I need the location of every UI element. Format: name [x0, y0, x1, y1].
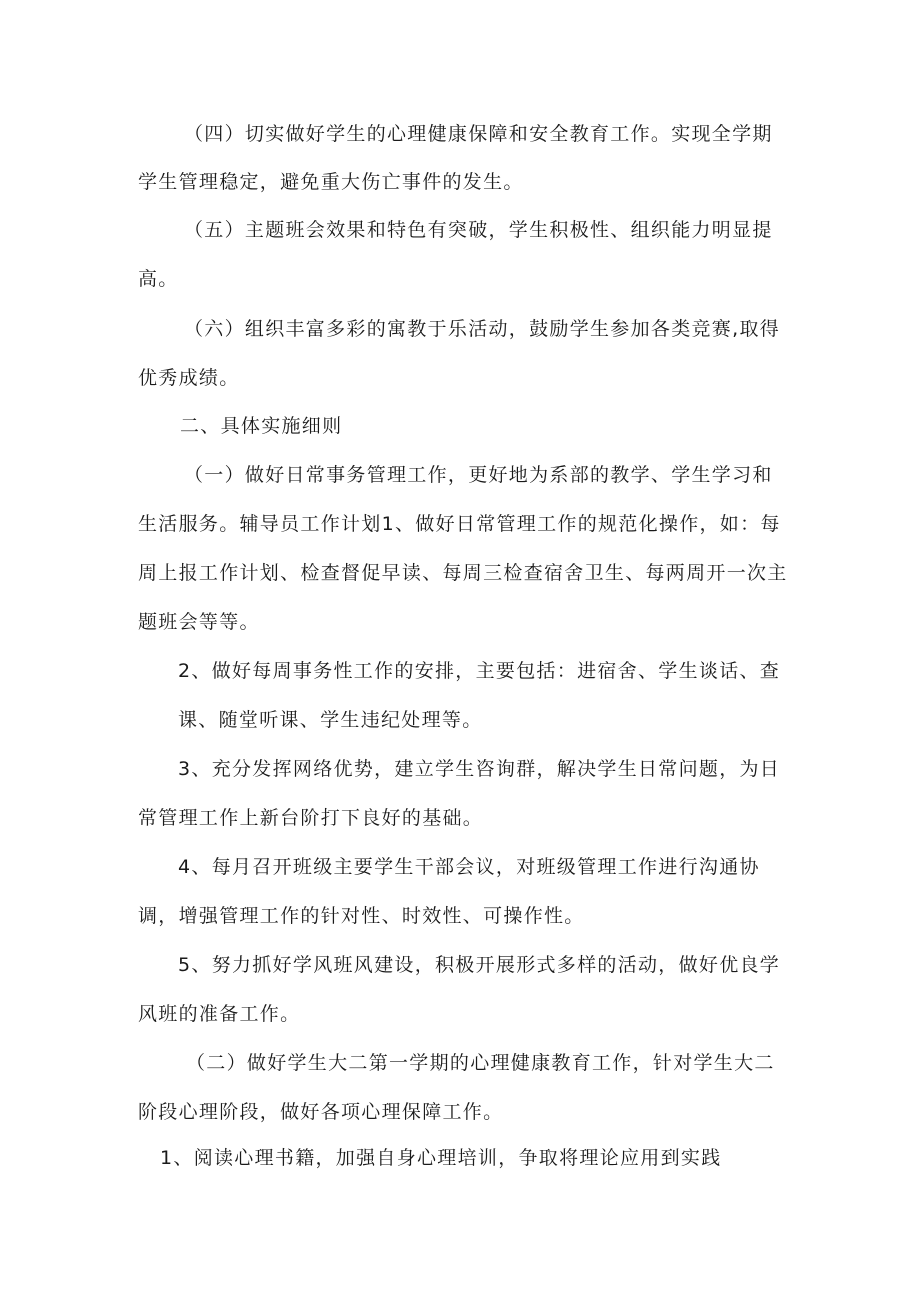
text-line: （六）组织丰富多彩的寓教于乐活动，鼓励学生参加各类竞赛,取得: [184, 318, 781, 340]
text-line: 阶段心理阶段，做好各项心理保障工作。: [138, 1101, 504, 1123]
text-line: 常管理工作上新台阶打下良好的基础。: [138, 807, 484, 829]
text-line: 3、充分发挥网络优势，建立学生咨询群，解决学生日常问题，为日: [178, 758, 781, 780]
text-line: （四）切实做好学生的心理健康保障和安全教育工作。实现全学期: [184, 123, 773, 145]
text-line: 5、努力抓好学风班风建设，积极开展形式多样的活动，做好优良学: [178, 954, 781, 976]
text-line: 2、做好每周事务性工作的安排，主要包括：进宿舍、学生谈话、查: [178, 660, 781, 682]
text-line: 优秀成绩。: [138, 367, 240, 389]
text-line: 课、随堂听课、学生违纪处理等。: [178, 709, 483, 731]
text-line: 高。: [138, 268, 179, 290]
text-line: 周上报工作计划、检查督促早读、每周三检查宿舍卫生、每两周开一次主: [138, 562, 788, 584]
text-line: 学生管理稳定，避免重大伤亡事件的发生。: [138, 171, 524, 193]
text-line: 1、阅读心理书籍，加强自身心理培训，争取将理论应用到实践: [160, 1147, 722, 1169]
section-heading: 二、具体实施细则: [180, 415, 343, 437]
text-line: （二）做好学生大二第一学期的心理健康教育工作，针对学生大二: [186, 1052, 775, 1074]
text-line: 4、每月召开班级主要学生干部会议，对班级管理工作进行沟通协: [178, 856, 760, 878]
text-line: 题班会等等。: [138, 611, 260, 633]
text-line: 风班的准备工作。: [138, 1003, 301, 1025]
text-line: （一）做好日常事务管理工作，更好地为系部的教学、学生学习和: [184, 464, 773, 486]
text-line: （五）主题班会效果和特色有突破，学生积极性、组织能力明显提: [184, 219, 773, 241]
text-line: 调，增强管理工作的针对性、时效性、可操作性。: [138, 905, 585, 927]
text-line: 生活服务。辅导员工作计划1、做好日常管理工作的规范化操作，如：每: [138, 513, 781, 535]
